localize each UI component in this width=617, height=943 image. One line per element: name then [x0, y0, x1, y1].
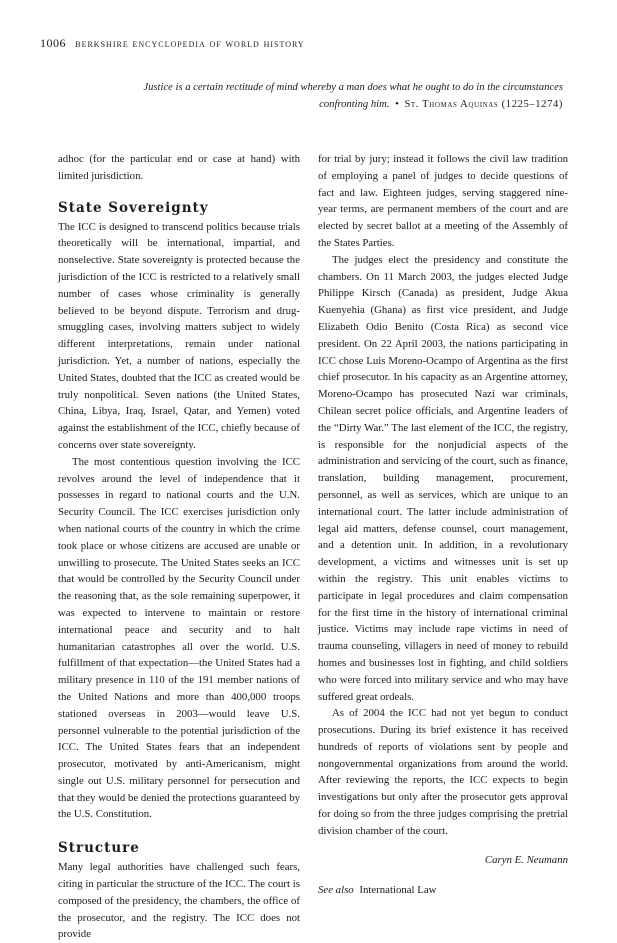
see-also-link[interactable]: International Law: [359, 884, 437, 897]
running-title: berkshire encyclopedia of world history: [75, 38, 305, 50]
see-also-label: See also: [318, 884, 354, 897]
section-heading-state-sovereignty: State Sovereignty: [58, 199, 209, 216]
epigraph-attribution: St. Thomas Aquinas (1225–1274): [404, 99, 563, 110]
page-number: 1006: [40, 36, 66, 50]
see-also: [318, 882, 568, 899]
running-header: [40, 36, 305, 51]
continuation-paragraph: for trial by jury; instead it follows the civil law tradition of employing a panel of judges to decide questions of fact and law. Eighteen judges, serving staggered nine-year terms, are permanent members of the court and are elected by secret ballot at a meeting of the Assembly of the States Parties.: [318, 153, 568, 249]
author-signature: Caryn E. Neumann: [484, 853, 568, 866]
epigraph: [143, 79, 563, 113]
bullet-separator: •: [395, 99, 399, 110]
sovereignty-paragraph-2: The most contentious question involving the ICC revolves around the level of independence that it possesses in regard to national courts and the U.N. Security Council. The ICC exercises jurisdiction only when national courts of the country in which the crime took place or whose citizens are accused are unable or unwilling to prosecute. The United States seeks an ICC that would be controlled by the Security Council under the reasoning that, as the sole remaining superpower, it was expected to intervene to maintain or restore international peace and security and to halt humanitarian catastrophes all over the world. U.S. fulfillment of that expectation—the United States had a military presence in 110 of the 191 member nations of the United Nations and more than 400,000 troops stationed overseas in 2003—would leave U.S. personnel vulnerable to the potential jurisdiction of the ICC. The United States fears that an independent prosecutor, motivated by anti-Americanism, might single out U.S. military personnel for persecution and that they would be denied the protections guaranteed by the U.S. Constitution.: [58, 455, 300, 821]
epigraph-text: Justice is a certain rectitude of mind whereby a man does what he ought to do in the circumstances confronting him.: [143, 82, 563, 110]
intro-paragraph: adhoc (for the particular end or case at hand) with limited jurisdiction.: [58, 153, 300, 182]
left-column: [58, 151, 300, 943]
structure-paragraph: Many legal authorities have challenged such fears, citing in particular the structure of the ICC. The court is composed of the presidency, the chambers, the office of the prosecutor, and the registry. The ICC does not provide: [58, 861, 300, 941]
right-column: [318, 151, 568, 899]
sovereignty-paragraph-1: The ICC is designed to transcend politics because trials theoretically will be international, impartial, and nonselective. State sovereignty is protected because the jurisdiction of the ICC is restricted to a relatively small number of cases whose criminality is generally believed to be beyond dispute. Terrorism and drug-smuggling cases, involving matters subject to widely different interpretations, remain under national jurisdiction. Yet, a number of nations, especially the United States, doubted that the ICC as created would be truly nonpolitical. Seven nations (the United States, China, Libya, Iraq, Israel, Qatar, and Yemen) voted against the establishment of the ICC, chiefly because of concerns over state sovereignty.: [58, 220, 300, 451]
section-heading-structure: Structure: [58, 840, 140, 857]
judges-paragraph: The judges elect the presidency and constitute the chambers. On 11 March 2003, the judges elected Judge Philippe Kirsch (Canada) as president, Judge Akua Kuenyehia (Ghana) as first vice president, and Judge Elizabeth Odio Benito (Costa Rica) as second vice president. On 22 April 2003, the nations participating in ICC chose Luis Moreno-Ocampo of Argentina as the first chief prosecutor. In his capacity as an Argentine attorney, Moreno-Ocampo has prosecuted Nazi war criminals, Chilean secret police officials, and Argentine leaders of the “Dirty War.” The last element of the ICC, the registry, is responsible for the nonjudicial aspects of the administration and servicing of the court, such as finance, translation, building management, procurement, personnel, as well as services, which are unique to an international court. The latter include administration of legal aid matters, defense counsel, court management, and a detention unit. In addition, in a revolutionary development, a victims and witnesses unit is set up within the registry. This unit enables victims to participate in legal procedures and claim compensation for the first time in the history of international criminal justice. Victims may include rape victims in need of trauma counseling, villagers in need of money to rebuild homes and businesses lost in fighting, and child soldiers who were forced into military service and who may have suffered great ordeals.: [318, 253, 568, 703]
status-2004-paragraph: As of 2004 the ICC had not yet begun to conduct prosecutions. During its brief existence it has received hundreds of reports of violations sent by people and nongovernmental organizations from around the world. After reviewing the reports, the ICC expects to begin investigations but only after the prosecutor gets approval for doing so from the three judges comprising the pretrial division chamber of the court.: [318, 707, 568, 837]
